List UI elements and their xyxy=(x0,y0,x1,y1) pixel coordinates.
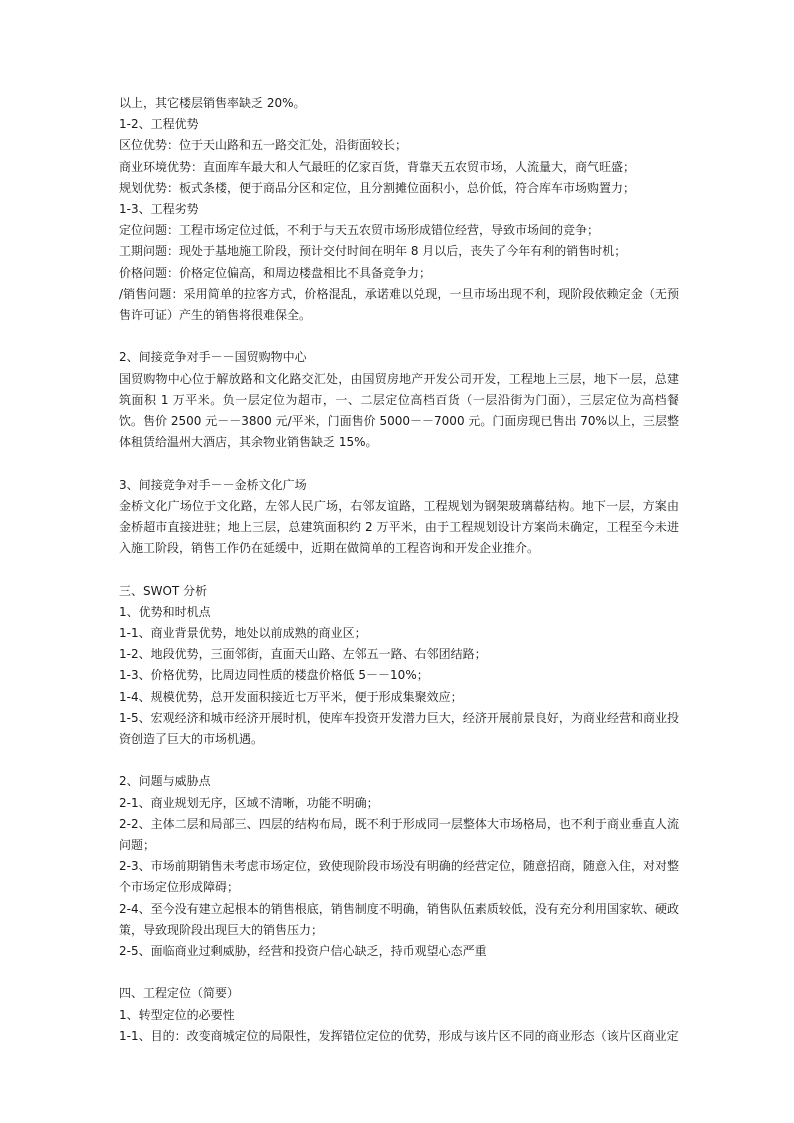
list-item: 1-2、地段优势，三面邻街，直面天山路、左邻五一路、右邻团结路； xyxy=(119,647,487,662)
paragraph: 金桥文化广场位于文化路，左邻人民广场，右邻友谊路，工程规划为钢架玻璃幕结构。地下一层，方案由金桥超市直接进驻；地上三层，总建筑面积约 2 万平米，由于工程规划设计方案尚未确定，工程至今未进入施工阶段，销售工作仍在延缓中，近期在做简单的工程咨询和开发企业推介。 xyxy=(119,498,679,556)
paragraph: 以上，其它楼层销售率缺乏 20%。 xyxy=(119,96,306,110)
blank-line xyxy=(119,453,679,474)
paragraph: 国贸购物中心位于解放路和文化路交汇处，由国贸房地产开发公司开发，工程地上三层，地下一层，总建筑面积 1 万平米。负一层定位为超市，一、二层定位高档百货（一层沿街为门面），三层定位为高档餐饮。售价 2500 元－－3800 元/平米，门面售价 5000－－7000 元。门面房现已售出 70%以上，三层整体租赁给温州大酒店，其余物业销售缺乏 15%。 xyxy=(119,371,679,450)
list-item: 1-3、价格优势，比周边同性质的楼盘价格低 5－－10%； xyxy=(119,668,429,683)
document-body xyxy=(119,93,679,1047)
paragraph: 价格问题：价格定位偏高，和周边楼盘相比不具备竞争力； xyxy=(119,265,432,280)
chapter-heading: 四、工程定位（简要） xyxy=(119,986,240,1001)
chapter-heading: 三、SWOT 分析 xyxy=(119,583,208,598)
paragraph: 商业环境优势：直面库车最大和人气最旺的亿家百货，背靠天五农贸市场，人流量大，商气旺盛； xyxy=(119,159,636,174)
section-heading: 3、间接竞争对手－－金桥文化广场 xyxy=(119,477,307,492)
blank-line xyxy=(119,326,679,347)
list-item: 1-5、宏观经济和城市经济开展时机，使库车投资开发潜力巨大，经济开展前景良好，为商业经营和商业投资创造了巨大的市场机遇。 xyxy=(119,710,679,747)
blank-line xyxy=(119,750,679,771)
list-item: 2-5、面临商业过剩威胁，经营和投资户信心缺乏，持币观望心态严重 xyxy=(119,944,487,959)
section-heading: 1-3、工程劣势 xyxy=(119,202,199,217)
list-item: 2-2、主体二层和局部三、四层的结构布局，既不利于形成同一层整体大市场格局，也不利于商业垂直人流问题； xyxy=(119,816,679,853)
section-heading: 2、问题与威胁点 xyxy=(119,774,211,789)
section-heading: 1-2、工程优势 xyxy=(119,117,199,132)
list-item: 2-3、市场前期销售未考虑市场定位，致使现阶段市场没有明确的经营定位，随意招商，随意入住，对对整个市场定位形成障碍； xyxy=(119,859,679,895)
list-item: 1-1、目的：改变商城定位的局限性，发挥错位定位的优势，形成与该片区不同的商业形态（该片区商业定 xyxy=(119,1028,679,1043)
paragraph: 工期问题：现处于基地施工阶段，预计交付时间在明年 8 月以后，丧失了今年有利的销售时机； xyxy=(119,244,627,259)
list-item: 2-4、至今没有建立起根本的销售根底，销售制度不明确，销售队伍素质较低，没有充分利用国家软、硬政策，导致现阶段出现巨大的销售压力； xyxy=(119,901,679,937)
paragraph: 规划优势：板式条楼，便于商品分区和定位，且分割摊位面积小，总价低，符合库车市场购置力； xyxy=(119,180,636,195)
list-item: 1-1、商业背景优势，地处以前成熟的商业区； xyxy=(119,626,367,641)
blank-line xyxy=(119,559,679,580)
paragraph: /销售问题：采用简单的拉客方式，价格混乱，承诺难以兑现，一旦市场出现不利，现阶段依赖定金（无预售许可证）产生的销售将很难保全。 xyxy=(119,286,679,323)
blank-line xyxy=(119,962,679,983)
paragraph: 定位问题：工程市场定位过低，不利于与天五农贸市场形成错位经营，导致市场间的竞争； xyxy=(119,223,600,238)
list-item: 2-1、商业规划无序，区域不清晰，功能不明确； xyxy=(119,795,379,810)
section-heading: 1、优势和时机点 xyxy=(119,604,211,619)
paragraph: 区位优势：位于天山路和五一路交汇处，沿街面较长； xyxy=(119,138,408,153)
list-item: 1-4、规模优势，总开发面积接近七万平米，便于形成集聚效应； xyxy=(119,689,463,704)
section-heading: 2、间接竞争对手－－国贸购物中心 xyxy=(119,350,307,365)
section-heading: 1、转型定位的必要性 xyxy=(119,1007,235,1022)
